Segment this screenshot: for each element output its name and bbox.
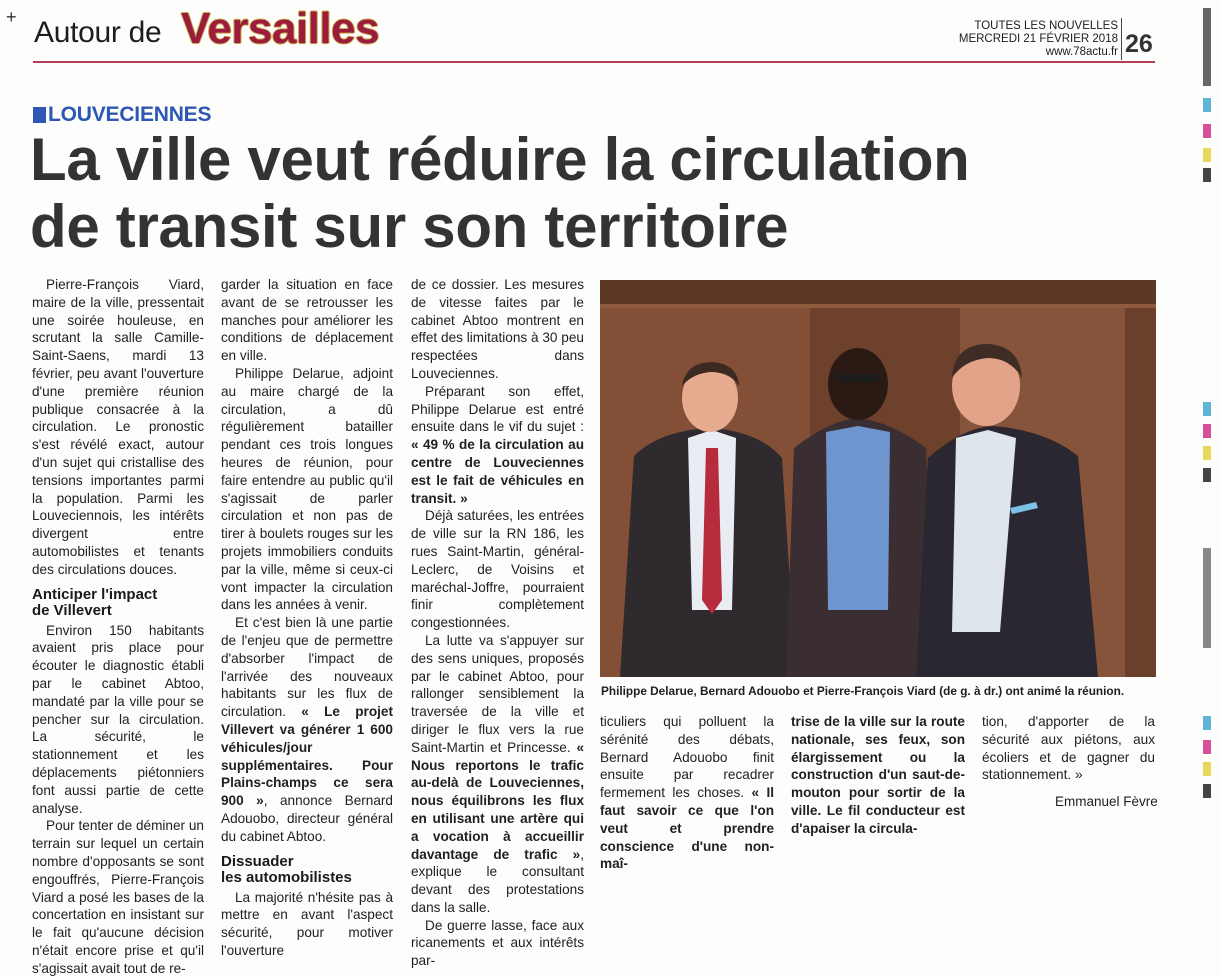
registration-magenta (1203, 740, 1211, 754)
page-number: 26 (1125, 30, 1153, 58)
subheading-line: Anticiper l'impact (32, 585, 158, 603)
subheading-anticiper (32, 587, 204, 619)
registration-black (1203, 468, 1211, 482)
paragraph: Déjà saturées, les entrées de ville sur la RN 186, les rues Saint-Martin, général-Leclerc, de Voisins et maréchal-Joffre, pourraient finir complètement congestionnées. (411, 508, 584, 631)
subheading-dissuader (221, 854, 393, 886)
article-column-3 (411, 276, 584, 970)
kicker-square-icon (33, 107, 46, 123)
article-column-6 (982, 713, 1155, 784)
paragraph: De guerre lasse, face aux ricanements et aux intérêts par- (411, 917, 584, 969)
crop-mark: + (6, 7, 17, 27)
paragraph: de ce dossier. Les mesures de vitesse faites par le cabinet Abtoo montrent en effet des limitations à 30 peu respectées dans Louveciennes. (411, 277, 584, 381)
headline-line-2: de transit sur son territoire (30, 193, 789, 260)
issue-date: MERCREDI 21 FÉVRIER 2018 (958, 33, 1118, 45)
paragraph: trise de la ville sur la route nationale, ses feux, son élargissement ou la construction d'un saut-de-mouton pour sortir de la ville. Le fil conducteur est d'apaiser la circula- (791, 714, 965, 836)
subheading-line: Dissuader (221, 852, 294, 870)
text-run: Et c'est bien là une partie de l'enjeu que de permettre d'absorber l'impact de l'arrivée des nouveaux habitants sur les flux de circulation. (221, 615, 393, 720)
text-run: , explique le consultant devant des protestations dans la salle. (411, 846, 584, 915)
newspaper-name: TOUTES LES NOUVELLES (974, 20, 1118, 32)
header-rule (33, 61, 1155, 63)
subheading-line: les automobilistes (221, 868, 352, 886)
registration-magenta (1203, 424, 1211, 438)
article-photo (600, 280, 1156, 677)
author-signature: Emmanuel Fèvre (1055, 794, 1158, 809)
publication-info (900, 20, 1118, 59)
registration-cyan (1203, 716, 1211, 730)
paragraph (600, 713, 774, 873)
header-divider (1121, 18, 1122, 60)
headline (30, 126, 1180, 260)
registration-yellow (1203, 446, 1211, 460)
section-name: Versailles (181, 4, 380, 53)
paragraph: garder la situation en face avant de se retrousser les manches pour améliorer les conditions de déplacement en ville. (221, 277, 393, 364)
quote: « Il faut savoir ce que l'on veut et prendre conscience d'une non-maî- (600, 785, 775, 872)
print-registration-bar (1203, 8, 1211, 86)
article-column-5 (791, 713, 965, 838)
registration-yellow (1203, 762, 1211, 776)
text-run: Préparant son effet, Philippe Delarue est entré ensuite dans le vif du sujet : (411, 383, 584, 435)
paragraph: Pierre-François Viard, maire de la ville, pressentait une soirée houleuse, en scrutant la salle Camille-Saint-Saens, mardi 13 février, peu avant l'ouverture d'une première réunion publique consacrée à la circulation. Le pronostic s'est révélé exact, autour d'un sujet qui cristallise des tensions importantes parmi la population. Parmi les Louveciennois, les intérêts divergent entre automobilistes et tenants des circulations douces. (32, 277, 204, 577)
paragraph: Environ 150 habitants avaient pris place pour écouter le diagnostic établi par le cabinet Abtoo, mandaté par la ville pour se pencher sur la circulation. La sécurité, le stationnement et les déplacements piétonniers font aussi partie de cette analyse. (32, 622, 204, 816)
article-column-2 (221, 276, 393, 960)
section-prefix: Autour de (34, 16, 162, 49)
paragraph (411, 632, 584, 917)
photo-image (600, 280, 1156, 677)
print-registration-bar (1203, 548, 1211, 648)
photo-caption: Philippe Delarue, Bernard Adouobo et Pierre-François Viard (de g. à dr.) ont animé la réunion. (601, 684, 1125, 698)
quote: « 49 % de la circulation au centre de Louveciennes est le fait de véhicules en transit. » (411, 437, 584, 506)
paragraph (221, 614, 393, 845)
website-link[interactable]: www.78actu.fr (1045, 46, 1118, 58)
registration-black (1203, 784, 1211, 798)
quote: « Le projet Villevert va générer 1 600 véhicules/jour supplémentaires. Pour Plains-champs ce sera 900 » (221, 704, 393, 809)
subheading-line: de Villevert (32, 601, 112, 619)
quote: « Nous reportons le trafic au-delà de Louveciennes, nous équilibrons les flux en utilisant une artère qui a vocation à accueillir davantage de trafic » (411, 739, 585, 862)
text-run: La lutte va s'appuyer sur des sens uniques, proposés par le cabinet Abtoo, pour rallonger sensiblement la traversée de la ville et diriger le flux vers la rue Saint-Martin et Princesse. (411, 632, 584, 755)
text-run: ticuliers qui polluent la sérénité des débats, Bernard Adouobo finit ensuite par recadrer fermement les choses. (600, 714, 774, 801)
text-run: , annonce Bernard Adouobo, directeur général du cabinet Abtoo. (221, 793, 393, 844)
paragraph: Pour tenter de déminer un terrain sur lequel un certain nombre d'opposants se sont engouffrés, Pierre-François Viard a posé les bases de la concertation en insistant sur le fait qu'aucune décision n'était encore prise et qu'il s'agissait avait tout de re- (32, 818, 204, 976)
article-column-4 (600, 713, 774, 873)
paragraph: Philippe Delarue, adjoint au maire chargé de la circulation, a dû régulièrement batailler pendant ces trois longues heures de réunion, pour faire entendre au public qu'il s'agissait de parler circulation et non pas de tirer à boulets rouges sur les projets immobiliers conduits par la ville, même si ceux-ci vont impacter la circulation dans les années à venir. (221, 365, 393, 613)
headline-line-1: La ville veut réduire la circulation (30, 126, 970, 193)
paragraph: tion, d'apporter de la sécurité aux piétons, aux écoliers et de gagner du stationnement. » (982, 714, 1155, 783)
paragraph: La majorité n'hésite pas à mettre en avant l'aspect sécurité, pour motiver l'ouverture (221, 889, 393, 958)
registration-black (1203, 168, 1211, 182)
registration-magenta (1203, 124, 1211, 138)
article-column-1 (32, 276, 204, 977)
registration-yellow (1203, 148, 1211, 162)
registration-cyan (1203, 98, 1211, 112)
registration-cyan (1203, 402, 1211, 416)
paragraph (411, 383, 584, 508)
kicker: LOUVECIENNES (48, 103, 212, 126)
